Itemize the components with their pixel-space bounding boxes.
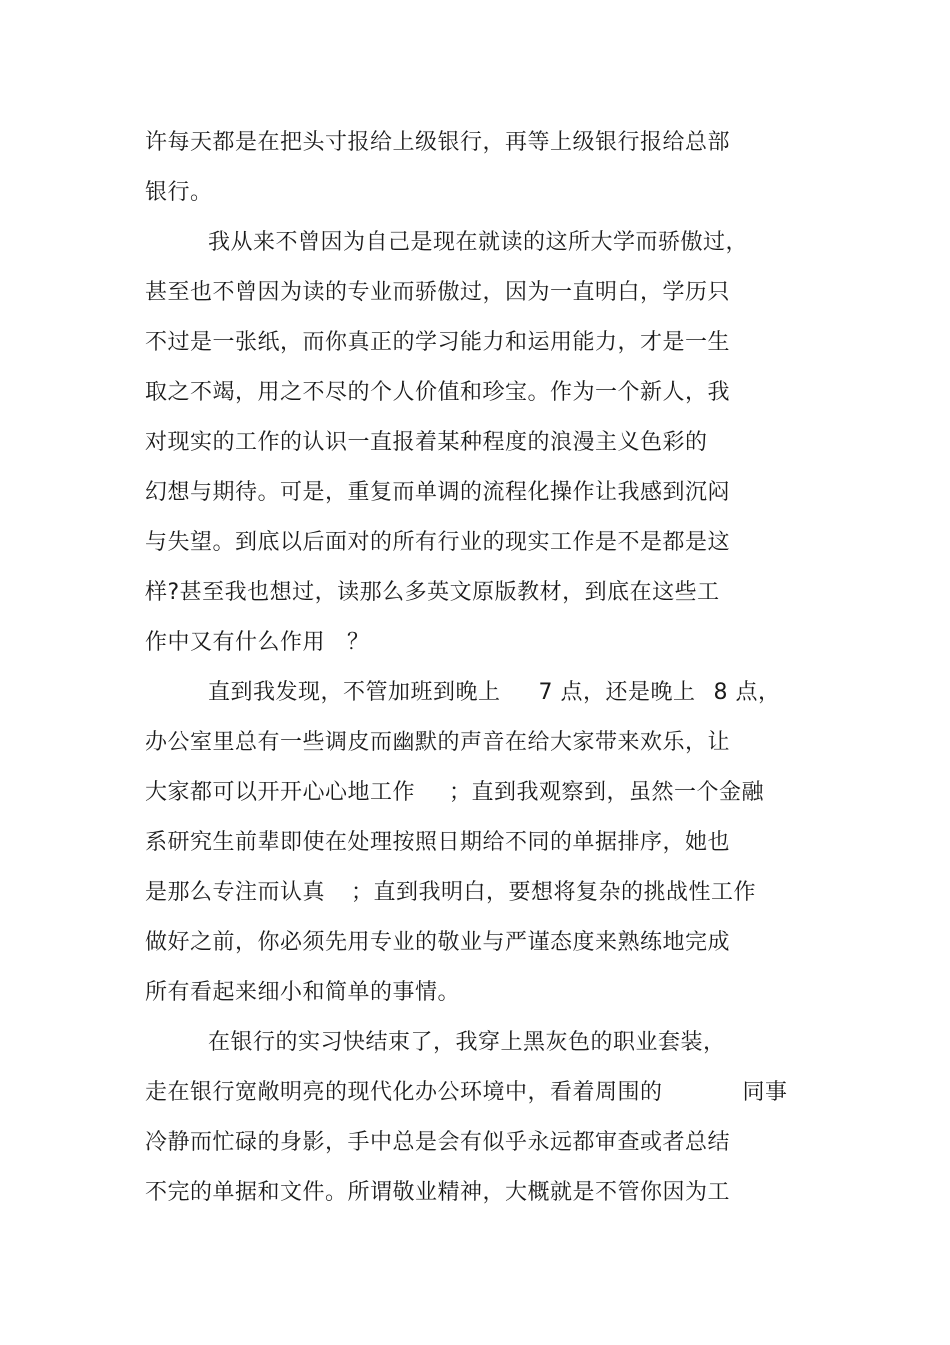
line-text: 不完的单据和文件。所谓敬业精神，大概就是不管你因为工 xyxy=(145,1180,731,1205)
paragraph-start-line xyxy=(208,1028,726,1058)
line-text-tail: ；直到我观察到，虽然一个金融 xyxy=(449,780,765,805)
line-text: 作中又有什么作用 xyxy=(145,630,326,655)
text-line xyxy=(145,978,460,1008)
line-text: 冷静而忙碌的身影，手中总是会有似乎永远都审查或者总结 xyxy=(145,1130,731,1155)
line-text: 与失望。到底以后面对的所有行业的现实工作是不是都是这 xyxy=(145,530,731,555)
text-line xyxy=(145,778,764,808)
text-line xyxy=(145,128,730,158)
line-text: 在银行的实习快结束了，我穿上黑灰色的职业套装， xyxy=(208,1030,726,1055)
line-text: 不过是一张纸，而你真正的学习能力和运用能力，才是一生 xyxy=(145,330,731,355)
line-text-mid: 7 点，还是晚上 xyxy=(538,680,696,705)
text-line xyxy=(145,628,370,658)
line-text: 所有看起来细小和简单的事情。 xyxy=(145,980,461,1005)
line-text: 银行。 xyxy=(145,180,213,205)
text-line xyxy=(145,328,730,358)
line-text: 走在银行宽敞明亮的现代化办公环境中，看着周围的 xyxy=(145,1080,663,1105)
line-text: 幻想与期待。可是，重复而单调的流程化操作让我感到沉闷 xyxy=(145,480,731,505)
line-text: 办公室里总有一些调皮而幽默的声音在给大家带来欢乐，让 xyxy=(145,730,731,755)
paragraph-start-line xyxy=(208,228,748,258)
line-text: 直到我发现，不管加班到晚上 xyxy=(208,680,501,705)
line-text: 许每天都是在把头寸报给上级银行，再等上级银行报给总部 xyxy=(145,130,731,155)
line-text: 系研究生前辈即使在处理按照日期给不同的单据排序，她也 xyxy=(145,830,731,855)
line-text-tail: ；直到我明白，要想将复杂的挑战性工作 xyxy=(351,880,757,905)
text-line xyxy=(145,178,213,208)
text-line xyxy=(145,878,756,908)
paragraph-start-line xyxy=(208,678,781,708)
line-text-mid: 8 点， xyxy=(713,680,781,705)
line-text: 取之不竭，用之不尽的个人价值和珍宝。作为一个新人，我 xyxy=(145,380,731,405)
line-text: 甚至也不曾因为读的专业而骄傲过，因为一直明白，学历只 xyxy=(145,280,731,305)
text-line xyxy=(145,828,730,858)
text-line xyxy=(145,1128,730,1158)
text-line xyxy=(145,1178,730,1208)
line-text-tail: 同事 xyxy=(742,1080,788,1105)
text-line xyxy=(145,928,730,958)
text-line xyxy=(145,428,708,458)
text-line xyxy=(145,528,730,558)
line-text: 大家都可以开开心心地工作 xyxy=(145,780,416,805)
line-text: 对现实的工作的认识一直报着某种程度的浪漫主义色彩的 xyxy=(145,430,708,455)
text-line xyxy=(145,1078,788,1108)
line-text: 我从来不曾因为自己是现在就读的这所大学而骄傲过， xyxy=(208,230,749,255)
line-text: 做好之前，你必须先用专业的敬业与严谨态度来熟练地完成 xyxy=(145,930,731,955)
text-line xyxy=(145,728,730,758)
line-text: 样?甚至我也想过，读那么多英文原版教材，到底在这些工 xyxy=(145,580,720,605)
text-line xyxy=(145,278,730,308)
line-text: 是那么专注而认真 xyxy=(145,880,326,905)
text-line xyxy=(145,478,730,508)
line-text-tail: ？ xyxy=(347,630,370,655)
text-line xyxy=(145,578,720,608)
text-line xyxy=(145,378,730,408)
